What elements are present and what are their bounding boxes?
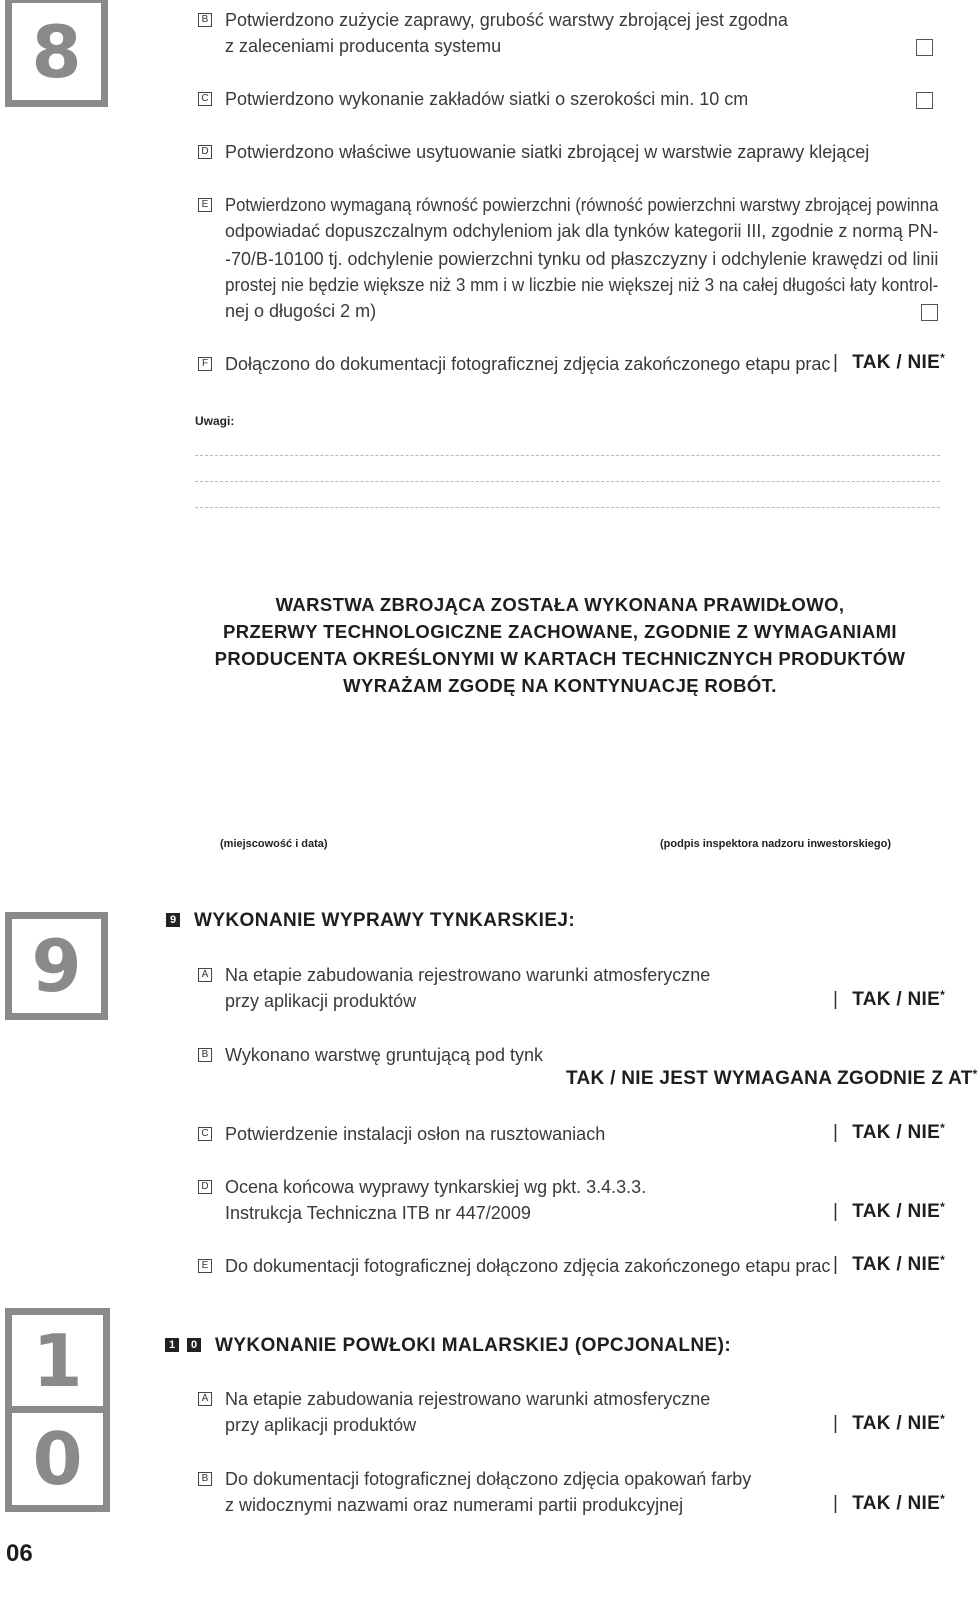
checkbox-e[interactable] xyxy=(921,304,938,321)
tak-nie-label: TAK / NIE xyxy=(852,1413,941,1434)
asterisk: * xyxy=(940,988,946,1002)
section-8-number xyxy=(5,0,108,107)
section-10-number-bottom xyxy=(5,1406,110,1512)
tak-nie-at-s9-b[interactable] xyxy=(566,1068,978,1090)
section-9-number-text: 9 xyxy=(31,924,82,1008)
s9-letter-d: D xyxy=(198,1180,212,1194)
item-e-line2: odpowiadać dopuszczalnym odchyleniom jak dla tynków kategorii III, zgodnie z normą PN- xyxy=(225,221,939,241)
s9-a-line2: przy aplikacji produktów xyxy=(225,991,417,1011)
item-e-line5: nej o długości 2 m) xyxy=(225,301,377,321)
item-f-line1: Dołączono do dokumentacji fotograficznej zdjęcia zakończonego etapu prac xyxy=(225,354,831,374)
tak-nie-s10-a[interactable] xyxy=(833,1413,945,1435)
tak-nie-f[interactable] xyxy=(833,352,945,374)
item-e-line1: Potwierdzono wymaganą równość powierzchni (równość powierzchni warstwy zbrojącej powinna xyxy=(225,195,939,215)
checkbox-b[interactable] xyxy=(916,39,933,56)
section-10-badge-0: 0 xyxy=(187,1338,201,1352)
notes-line-3[interactable] xyxy=(195,507,940,508)
separator: | xyxy=(833,1122,839,1143)
asterisk: * xyxy=(940,1253,946,1267)
s9-letter-c: C xyxy=(198,1127,212,1141)
section-9-badge: 9 xyxy=(166,913,180,927)
place-date-label: (miejscowość i data) xyxy=(220,838,328,850)
s9-b-line1: Wykonano warstwę gruntującą pod tynk xyxy=(225,1045,544,1065)
separator: | xyxy=(833,1413,839,1434)
separator: | xyxy=(833,1493,839,1514)
s9-c-line1: Potwierdzenie instalacji osłon na rusztowaniach xyxy=(225,1124,606,1144)
section-9-title: WYKONANIE WYPRAWY TYNKARSKIEJ: xyxy=(194,910,576,931)
s9-e-line1: Do dokumentacji fotograficznej dołączono zdjęcia zakończonego etapu prac xyxy=(225,1256,831,1276)
checkbox-c[interactable] xyxy=(916,92,933,109)
notes-line-1[interactable] xyxy=(195,455,940,456)
item-letter-e: E xyxy=(198,198,212,212)
asterisk: * xyxy=(940,351,946,365)
separator: | xyxy=(833,1201,839,1222)
item-letter-c: C xyxy=(198,92,212,106)
section-8-number-text: 8 xyxy=(31,9,82,94)
tak-nie-label: TAK / NIE xyxy=(852,1493,941,1514)
section-10-badge-1: 1 xyxy=(165,1338,179,1352)
confirmation-statement xyxy=(180,591,940,699)
tak-nie-s9-c[interactable] xyxy=(833,1122,945,1144)
asterisk: * xyxy=(972,1067,978,1081)
s10-a-line2: przy aplikacji produktów xyxy=(225,1415,417,1435)
s9-letter-a: A xyxy=(198,968,212,982)
separator: | xyxy=(833,352,839,373)
tak-nie-s9-e[interactable] xyxy=(833,1254,945,1276)
item-c-line1: Potwierdzono wykonanie zakładów siatki o szerokości min. 10 cm xyxy=(225,89,749,109)
confirmation-line1: WARSTWA ZBROJĄCA ZOSTAŁA WYKONANA PRAWIDŁOWO, xyxy=(275,594,845,615)
s10-b-line1: Do dokumentacji fotograficznej dołączono zdjęcia opakowań farby xyxy=(225,1469,752,1489)
s9-d-line2: Instrukcja Techniczna ITB nr 447/2009 xyxy=(225,1203,531,1223)
tak-nie-label: TAK / NIE xyxy=(852,989,941,1010)
confirmation-line3: PRODUCENTA OKREŚLONYMI W KARTACH TECHNICZNYCH PRODUKTÓW xyxy=(214,648,906,669)
separator: | xyxy=(833,989,839,1010)
tak-nie-label: TAK / NIE xyxy=(852,1201,941,1222)
section-10-number-top xyxy=(5,1308,110,1413)
s10-a-line1: Na etapie zabudowania rejestrowano warunki atmosferyczne xyxy=(225,1389,711,1409)
asterisk: * xyxy=(940,1492,946,1506)
section-10-number-top-text: 1 xyxy=(32,1318,83,1403)
section-10-title: WYKONANIE POWŁOKI MALARSKIEJ (OPCJONALNE): xyxy=(215,1335,732,1356)
item-b-line2: z zaleceniami producenta systemu xyxy=(225,36,502,56)
s10-letter-b: B xyxy=(198,1472,212,1486)
section-9-number xyxy=(5,912,108,1020)
item-e-line3: -70/B-10100 tj. odchylenie powierzchni tynku od płaszczyzny i odchylenie krawędzi od linii xyxy=(225,249,939,269)
confirmation-line2: PRZERWY TECHNOLOGICZNE ZACHOWANE, ZGODNIE Z WYMAGANIAMI xyxy=(223,621,897,642)
item-e-line4: prostej nie będzie większe niż 3 mm i w liczbie nie większej niż 3 na całej długości łaty kontrol- xyxy=(225,275,939,295)
asterisk: * xyxy=(940,1200,946,1214)
asterisk: * xyxy=(940,1412,946,1426)
tak-nie-s9-d[interactable] xyxy=(833,1201,945,1223)
item-letter-d: D xyxy=(198,145,212,159)
s9-a-line1: Na etapie zabudowania rejestrowano warunki atmosferyczne xyxy=(225,965,711,985)
s9-letter-e: E xyxy=(198,1259,212,1273)
item-letter-b: B xyxy=(198,13,212,27)
tak-nie-label: TAK / NIE xyxy=(852,352,941,373)
item-b-line1: Potwierdzono zużycie zaprawy, grubość warstwy zbrojącej jest zgodna xyxy=(225,10,788,30)
item-letter-f: F xyxy=(198,357,212,371)
tak-nie-label: TAK / NIE xyxy=(852,1254,941,1275)
tak-nie-s9-a[interactable] xyxy=(833,989,945,1011)
item-d-line1: Potwierdzono właściwe usytuowanie siatki zbrojącej w warstwie zaprawy klejącej xyxy=(225,142,870,162)
tak-nie-at-label: TAK / NIE JEST WYMAGANA ZGODNIE Z AT xyxy=(566,1068,973,1089)
s10-letter-a: A xyxy=(198,1392,212,1406)
tak-nie-s10-b[interactable] xyxy=(833,1493,945,1515)
section-10-number-bottom-text: 0 xyxy=(32,1417,83,1501)
notes-line-2[interactable] xyxy=(195,481,940,482)
asterisk: * xyxy=(940,1121,946,1135)
inspector-signature-label: (podpis inspektora nadzoru inwestorskiego) xyxy=(660,838,892,850)
s9-d-line1: Ocena końcowa wyprawy tynkarskiej wg pkt. 3.4.3.3. xyxy=(225,1177,647,1197)
uwagi-label: Uwagi: xyxy=(195,414,235,428)
tak-nie-label: TAK / NIE xyxy=(852,1122,941,1143)
s9-letter-b: B xyxy=(198,1048,212,1062)
page-number: 06 xyxy=(6,1540,33,1567)
confirmation-line4: WYRAŻAM ZGODĘ NA KONTYNUACJĘ ROBÓT. xyxy=(343,675,777,696)
s10-b-line2: z widocznymi nazwami oraz numerami partii produkcyjnej xyxy=(225,1495,684,1515)
separator: | xyxy=(833,1254,839,1275)
